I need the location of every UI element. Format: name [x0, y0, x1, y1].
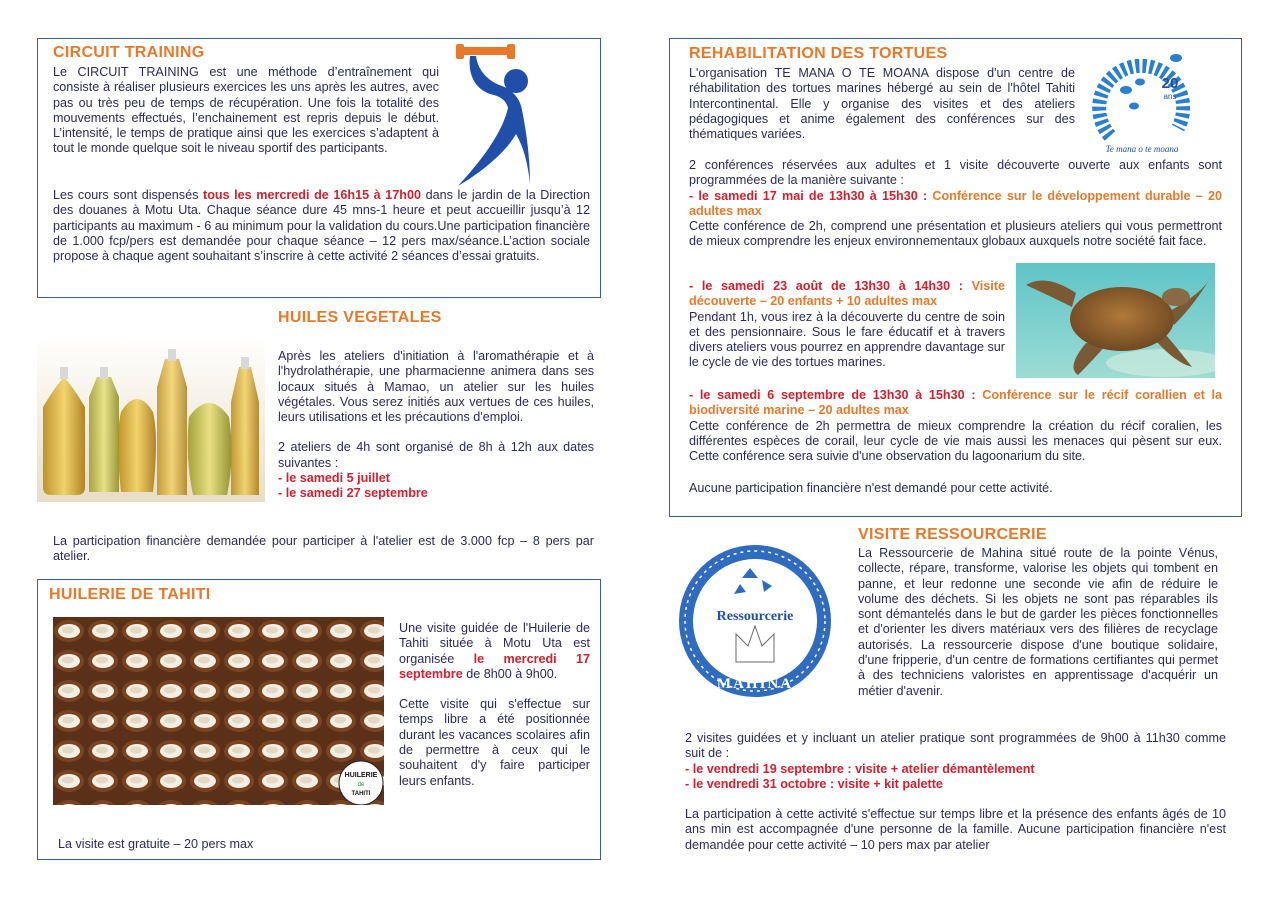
tortues-conf3-text: Cette conférence de 2h permettra de mieux comprendre la création du récif coralien, les différentes espèces de corail, leur cycle de vie mais aussi les menaces qui pèsent sur eux. Cette conférence sera suivie d'une observation du lagoonarium du site. — [689, 418, 1222, 464]
circuit-schedule-a: Les cours sont dispensés — [53, 188, 203, 202]
oil-bottles-photo — [37, 337, 265, 502]
huiles-date-2: - le samedi 27 septembre — [278, 486, 428, 501]
circuit-training-title: CIRCUIT TRAINING — [53, 44, 205, 61]
huilerie-visit-b: de 8h00 à 9h00. — [462, 666, 558, 681]
huiles-price: La participation financière demandée pour participer à l'atelier est de 3.000 fcp – 8 pers par atelier. — [53, 534, 594, 564]
huilerie-visit-date: le mercredi 17 septembre — [399, 651, 590, 681]
tortues-logo-name: Te mana o te moana — [1105, 144, 1179, 154]
ressourcerie-price: La participation à cette activité s'effectue sur temps libre et la présence des enfants âgés de 10 ans min est accompagnée d'une personne de la famille. Aucune participation financière n'est demandée pour cette activité – 10 pers max par atelier — [685, 807, 1226, 852]
ressourcerie-logo-name: Ressourcerie — [716, 609, 794, 624]
huiles-date-1: - le samedi 5 juillet — [278, 471, 390, 486]
ressourcerie-visit-2: - le vendredi 31 octobre : visite + kit palette — [685, 776, 943, 791]
huilerie-visit-a: Une visite guidée de l'Huilerie de Tahiti située à Motu Uta est organisée — [399, 621, 590, 666]
tortues-logo-ans: ans — [1163, 92, 1177, 101]
tortues-price: Aucune participation financière n'est demandé pour cette activité. — [689, 481, 1053, 495]
tortues-conf2-date: - le samedi 23 août de 13h30 à 14h30 : — [689, 279, 972, 293]
circuit-training-text — [53, 65, 439, 157]
huilerie-logo-line2: de — [357, 782, 365, 788]
ressourcerie-logo-city: MAHINA — [716, 676, 794, 692]
ressourcerie-program-intro: 2 visites guidées et y incluant un atelier pratique sont programmées de 9h00 à 11h30 comme suit de : — [685, 731, 1226, 761]
circuit-training-desc: Le CIRCUIT TRAINING est une méthode d’entraînement qui consiste à réaliser plusieurs exercices les uns après les autres, avec pas ou très peu de temps de récupération. Une fois la totalité des mouvements effectués, l’enchainement est repris depuis le début. L’intensité, le temps de pratique ainsi que les exercices s’adaptent à tout le monde quelque soit le niveau sportif des participants. — [53, 65, 439, 156]
ressourcerie-title: VISITE RESSOURCERIE — [858, 526, 1047, 543]
ressourcerie-program — [685, 731, 1226, 792]
tortues-intro — [689, 66, 1075, 142]
circuit-schedule-b: dans le jardin de la Direction des douanes à Motu Uta. Chaque séance dure 45 mns-1 heure et peut accueillir jusqu’à 12 participants au maximum - 6 au minimum pour la validation du cours.Une participation financière de 1.000 fcp/pers est demandée pour chaque séance – 12 pers max/séance.L’action sociale propose à chaque agent souhaitant s’inscrire à cette activité 2 séances d’essai gratuits. — [53, 188, 590, 264]
tortues-conf2-text: Pendant 1h, vous irez à la découverte du centre de soin et des pensionnaire. Sous le fare éducatif et à travers divers ateliers vous pourrez en apprendre davantage sur le cycle de vie des tortues marines. — [689, 309, 1005, 370]
huilerie-logo-line3: TAHITI — [351, 791, 371, 797]
huiles-sessions: 2 ateliers de 4h sont organisé de 8h à 12h aux dates suivantes : — [278, 440, 594, 470]
huilerie-price: La visite est gratuite – 20 pers max — [58, 837, 254, 851]
sea-turtle-photo — [1016, 263, 1215, 378]
tortues-conf3-title: Conférence sur le récif corallien et la biodiversité marine – 20 adultes max — [689, 388, 1222, 418]
huilerie-logo-line1: HUILERIE — [344, 772, 378, 779]
tortues-conf1-title: Conférence sur le développement durable – 20 adultes max — [689, 188, 1222, 218]
huiles-vegetales-title: HUILES VEGETALES — [278, 309, 442, 326]
ressourcerie-mahina-logo — [676, 542, 834, 700]
huiles-desc: Après les ateliers d'initiation à l'aromathérapie et à l'hydrolathérapie, une pharmacienne animera dans ses locaux situés à Mamao, un atelier sur les huiles végétales. Vous serez initiés aux vertues de ces huiles, leurs utilisations et les précautions d'emploi. — [278, 349, 594, 425]
ressourcerie-desc: La Ressourcerie de Mahina situé route de la pointe Vénus, collecte, répare, transforme, valorise les objets qui tombent en panne, et leur redonne une seconde vie afin de réduire le volume des déchets. Si les objets ne sont pas réparables ils sont démantelés dans le but de garder les pièces fonctionnelles et d'orienter les divers matériaux vers des filières de recyclage autorisés. La ressourcerie dispose d'une boutique solidaire, d'une fripperie, d'un centre de formations certifiantes qui permet à des techniciens valoristes en apprentissage d'acquérir un métier d'avenir. — [858, 546, 1218, 698]
tortues-conf2-title: Visite découverte – 20 enfants + 10 adultes max — [689, 279, 1005, 309]
tortues-title: REHABILITATION DES TORTUES — [689, 45, 948, 62]
tortues-program-intro: 2 conférences réservées aux adultes et 1 visite découverte ouverte aux enfants sont programmées de la manière suivante : — [689, 158, 1222, 188]
tortues-conf1-text: Cette conférence de 2h, comprend une présentation et plusieurs ateliers qui vous permettront de mieux comprendre les enjeux environnementaux globaux auxquels notre société fait face. — [689, 219, 1222, 249]
tortues-program — [689, 158, 1222, 250]
tortues-conf3 — [689, 388, 1222, 464]
ressourcerie-visit-1: - le vendredi 19 septembre : visite + atelier démantèlement — [685, 761, 1035, 776]
tortues-logo-20: 20 — [1161, 75, 1179, 92]
circuit-training-schedule — [53, 188, 590, 264]
circuit-schedule-highlight: tous les mercredi de 16h15 à 17h00 — [203, 188, 421, 202]
huilerie-title: HUILERIE DE TAHITI — [49, 586, 211, 603]
huilerie-visit-info: Cette visite qui s'effectue sur temps libre a été positionnée durant les vacances scolaires afin de permettre à ceux qui le souhaitent d'y faire participer leurs enfants. — [399, 697, 590, 788]
huiles-vegetales-text — [278, 349, 594, 502]
athlete-dumbbell-icon — [452, 44, 532, 189]
tortues-visit — [689, 279, 1005, 371]
coconut-halves-photo — [53, 617, 384, 805]
tortues-conf1-date: - le samedi 17 mai de 13h30 à 15h30 : — [689, 188, 933, 203]
te-mana-o-te-moana-logo — [1090, 46, 1196, 156]
tortues-desc: L'organisation TE MANA O TE MOANA dispose d'un centre de réhabilitation des tortues marines hébergé au sein de l'hôtel Tahiti Intercontinental. Elle y organise des visites et des ateliers pédagogiques et anime également des conférences sur des thématiques variées. — [689, 66, 1075, 142]
tortues-conf3-date: - le samedi 6 septembre de 13h30 à 15h30 : — [689, 388, 983, 402]
huilerie-text — [399, 621, 590, 789]
